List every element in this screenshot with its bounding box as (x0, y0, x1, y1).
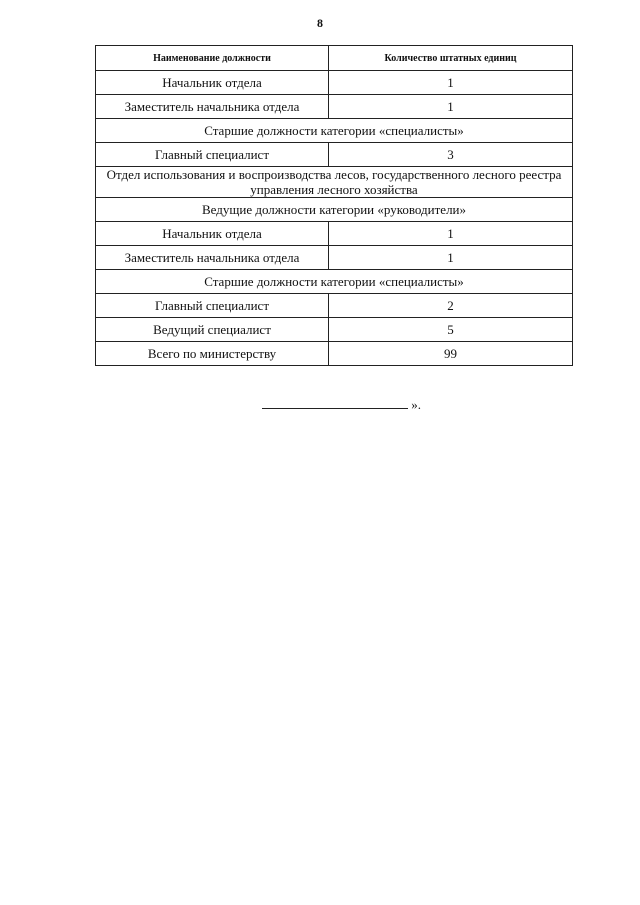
section-title: Старшие должности категории «специалисты» (96, 119, 573, 143)
header-count: Количество штатных единиц (329, 46, 573, 71)
table-row (96, 71, 573, 95)
position-cell: Ведущий специалист (96, 318, 329, 342)
header-position: Наименование должности (96, 46, 329, 71)
department-row (96, 167, 573, 198)
count-cell: 1 (329, 246, 573, 270)
count-cell: 5 (329, 318, 573, 342)
position-cell: Начальник отдела (96, 222, 329, 246)
section-row (96, 198, 573, 222)
total-row (96, 342, 573, 366)
count-cell: 1 (329, 95, 573, 119)
staffing-table (95, 45, 573, 366)
position-cell: Заместитель начальника отдела (96, 246, 329, 270)
section-row (96, 270, 573, 294)
count-cell: 99 (329, 342, 573, 366)
position-cell: Начальник отдела (96, 71, 329, 95)
table-header-row (96, 46, 573, 71)
count-cell: 2 (329, 294, 573, 318)
page-number: 8 (317, 16, 323, 30)
position-cell: Всего по министерству (96, 342, 329, 366)
position-cell: Главный специалист (96, 143, 329, 167)
position-cell: Главный специалист (96, 294, 329, 318)
department-title: Отдел использования и воспроизводства лесов, государственного лесного реестра управления лесного хозяйства (96, 167, 573, 198)
count-cell: 1 (329, 222, 573, 246)
section-title: Ведущие должности категории «руководители» (96, 198, 573, 222)
closing-line (262, 396, 421, 413)
table-row (96, 143, 573, 167)
section-title: Старшие должности категории «специалисты» (96, 270, 573, 294)
position-cell: Заместитель начальника отдела (96, 95, 329, 119)
table-row (96, 246, 573, 270)
count-cell: 3 (329, 143, 573, 167)
count-cell: 1 (329, 71, 573, 95)
table-row (96, 95, 573, 119)
table-row (96, 222, 573, 246)
table-row (96, 318, 573, 342)
closing-quote: ». (411, 397, 421, 412)
table-row (96, 294, 573, 318)
signature-underline (262, 396, 408, 409)
section-row (96, 119, 573, 143)
